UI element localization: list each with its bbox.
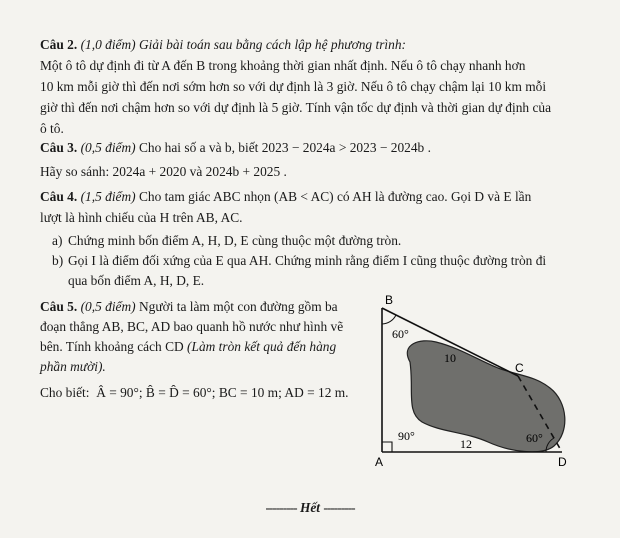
q3-text: Cho hai số a và b, biết [138,140,259,155]
q5-given-expr: Â = 90°; B̂ = D̂ = 60°; BC = 10 m; AD = 12 m. [96,385,349,400]
footer-text: Hết [299,500,321,515]
question-4 [40,186,588,228]
end-marker [0,500,620,516]
label-c: C [515,361,524,375]
q5-given [40,385,349,401]
q5-line4-italic: phần mười). [40,359,106,374]
length-ad: 12 [460,437,472,451]
q3-expr2: 2024b + 2025 . [205,164,287,179]
q4b-text1: Gọi I là điểm đối xứng của E qua AH. Chứng minh rằng điểm I cũng thuộc đường tròn đi [68,253,547,268]
q4-label: Câu 4. [40,189,78,204]
angle-a-value: 90° [398,429,415,443]
lake-figure [370,292,590,472]
q5-line3-italic: (Làm tròn kết quả đến hàng [187,339,337,354]
q4a-label: a) [52,233,63,248]
question-3 [40,137,588,182]
angle-b-value: 60° [392,327,409,341]
q5-line1: Người ta làm một con đường gồm ba [138,299,338,314]
q3-points: (0,5 điểm) [80,140,136,155]
label-b: B [385,293,394,307]
q2-line1: Một ô tô dự định đi từ A đến B trong khoảng thời gian nhất định. Nếu ô tô chạy nhanh hơn [40,58,526,73]
q2-points: (1,0 điểm) [80,37,136,52]
q5-points: (0,5 điểm) [80,299,136,314]
q3-compare-prefix: Hãy so sánh: [40,164,110,179]
label-d: D [558,455,567,469]
q3-and: và [189,164,203,179]
q5-line2: đoạn thẳng AB, BC, AD bao quanh hồ nước như hình vẽ [40,319,344,334]
q4-points: (1,5 điểm) [80,189,136,204]
q2-line2: 10 km mỗi giờ thì đến nơi sớm hơn so với dự định là 3 giờ. Nếu ô tô chạy chậm lại 10 km mỗi [40,79,547,94]
q3-inequality: 2023 − 2024a > 2023 − 2024b . [261,140,431,155]
question-2 [40,34,588,139]
footer-dashes-left: --------- [265,500,297,515]
q2-instruction: Giải bài toán sau bằng cách lập hệ phương trình: [138,37,406,52]
right-angle-mark [382,442,392,452]
q5-line3: bên. Tính khoảng cách CD [40,339,184,354]
angle-arc-b [382,315,396,324]
q4a-text: Chứng minh bốn điểm A, H, D, E cùng thuộc một đường tròn. [68,233,402,248]
q5-given-prefix: Cho biết: [40,385,90,400]
question-5 [40,297,362,377]
q2-label: Câu 2. [40,37,78,52]
q5-label: Câu 5. [40,299,78,314]
footer-dashes-right: --------- [323,500,355,515]
angle-d-value: 60° [526,431,543,445]
q4b-label: b) [52,253,64,268]
length-bc: 10 [444,351,456,365]
q2-line3: giờ thì đến nơi chậm hơn so với dự định là 5 giờ. Tính vận tốc dự định và thời gian dự định của [40,100,552,115]
q4-text2: lượt là hình chiếu của H trên AB, AC. [40,210,243,225]
q3-label: Câu 3. [40,140,78,155]
label-a: A [375,455,384,469]
q4-text1: Cho tam giác ABC nhọn (AB < AC) có AH là đường cao. Gọi D và E lần [138,189,532,204]
q3-expr1: 2024a + 2020 [112,164,187,179]
q4b-text2: qua bốn điểm A, H, D, E. [68,273,205,288]
q4-subitems [52,231,592,291]
q2-line4: ô tô. [40,121,64,136]
